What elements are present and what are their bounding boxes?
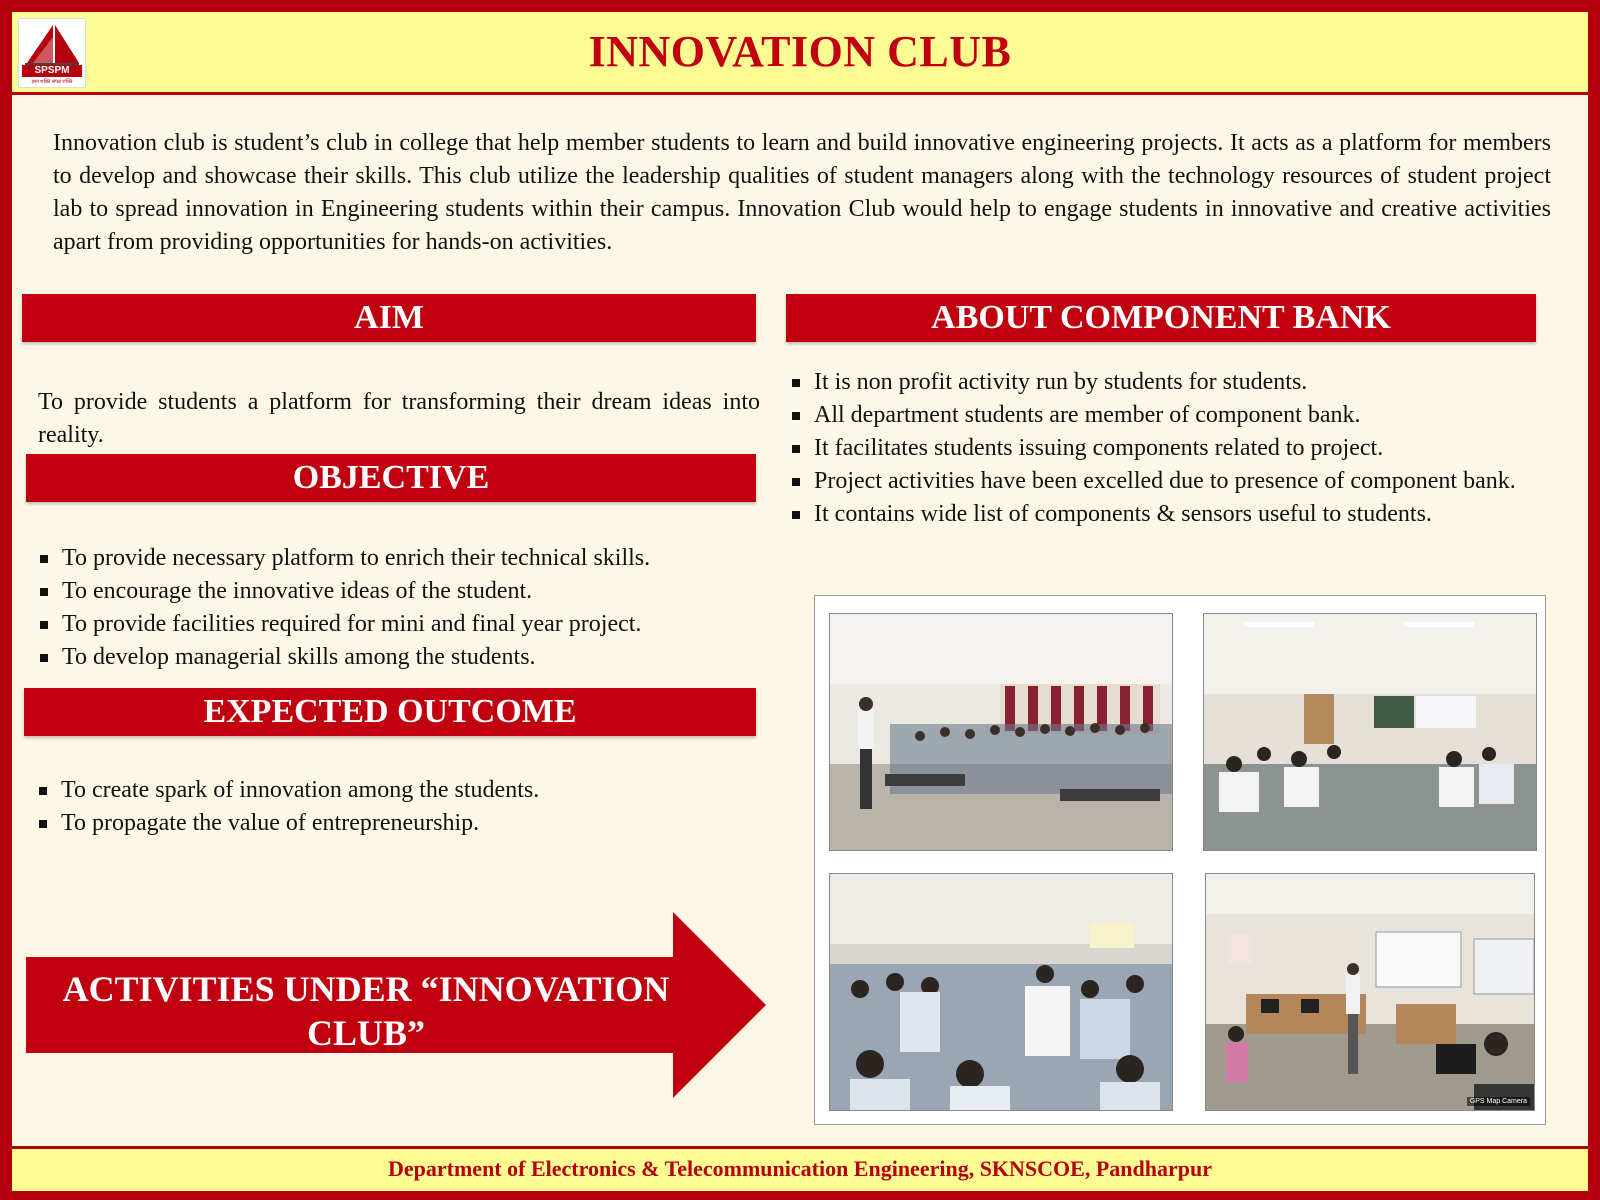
activity-photo-2 [1203, 613, 1537, 851]
activities-line-2: CLUB” [306, 1013, 426, 1053]
list-item: To provide necessary platform to enrich their technical skills. [38, 542, 768, 575]
list-item: To encourage the innovative ideas of the student. [38, 575, 768, 608]
logo-text: SPSPM [22, 65, 82, 77]
aim-heading: AIM [22, 294, 756, 342]
logo-tagline: ज्ञान शक्ति संपन्न शक्ति [31, 79, 73, 85]
activities-line-1: ACTIVITIES UNDER “INNOVATION [62, 969, 670, 1009]
header-bar [12, 12, 1588, 95]
page-title: INNOVATION CLUB [588, 27, 1012, 76]
list-item: To propagate the value of entrepreneurship. [37, 807, 767, 840]
list-item: It contains wide list of components & sensors useful to students. [790, 498, 1518, 531]
list-item: To develop managerial skills among the students. [38, 641, 768, 674]
footer-department: Department of Electronics & Telecommunication Engineering, SKNSCOE, Pandharpur [12, 1146, 1588, 1191]
activity-photo-panel [814, 595, 1546, 1125]
list-item: To create spark of innovation among the students. [37, 774, 767, 807]
aim-text: To provide students a platform for transforming their dream ideas into reality. [38, 389, 760, 448]
objective-heading: OBJECTIVE [26, 454, 756, 502]
component-bank-list [790, 366, 1518, 531]
list-item: It facilitates students issuing components related to project. [790, 432, 1518, 465]
component-bank-heading: ABOUT COMPONENT BANK [786, 294, 1536, 342]
outcome-heading: EXPECTED OUTCOME [24, 688, 756, 736]
activity-photo-1 [829, 613, 1173, 851]
list-item: It is non profit activity run by students for students. [790, 366, 1518, 399]
list-item: To provide facilities required for mini and final year project. [38, 608, 768, 641]
poster-frame [12, 12, 1588, 1188]
list-item: All department students are member of component bank. [790, 399, 1518, 432]
intro-paragraph: Innovation club is student’s club in college that help member students to learn and build innovative engineering projects. It acts as a platform for members to develop and showcase their skills. This club utilize the leadership qualities of student managers along with the technology resources of student project lab to spread innovation in Engineering students within their campus. Innovation Club would help to engage students in innovative and creative activities apart from providing opportunities for hands-on activities. [53, 130, 1551, 255]
activity-photo-3 [829, 873, 1173, 1111]
outcome-list [37, 774, 767, 840]
activities-arrow-label [26, 967, 706, 1055]
photo-watermark: GPS Map Camera [1467, 1097, 1530, 1106]
activity-photo-4 [1205, 873, 1535, 1111]
objective-list [38, 542, 768, 674]
list-item: Project activities have been excelled due to presence of component bank. [790, 465, 1518, 498]
